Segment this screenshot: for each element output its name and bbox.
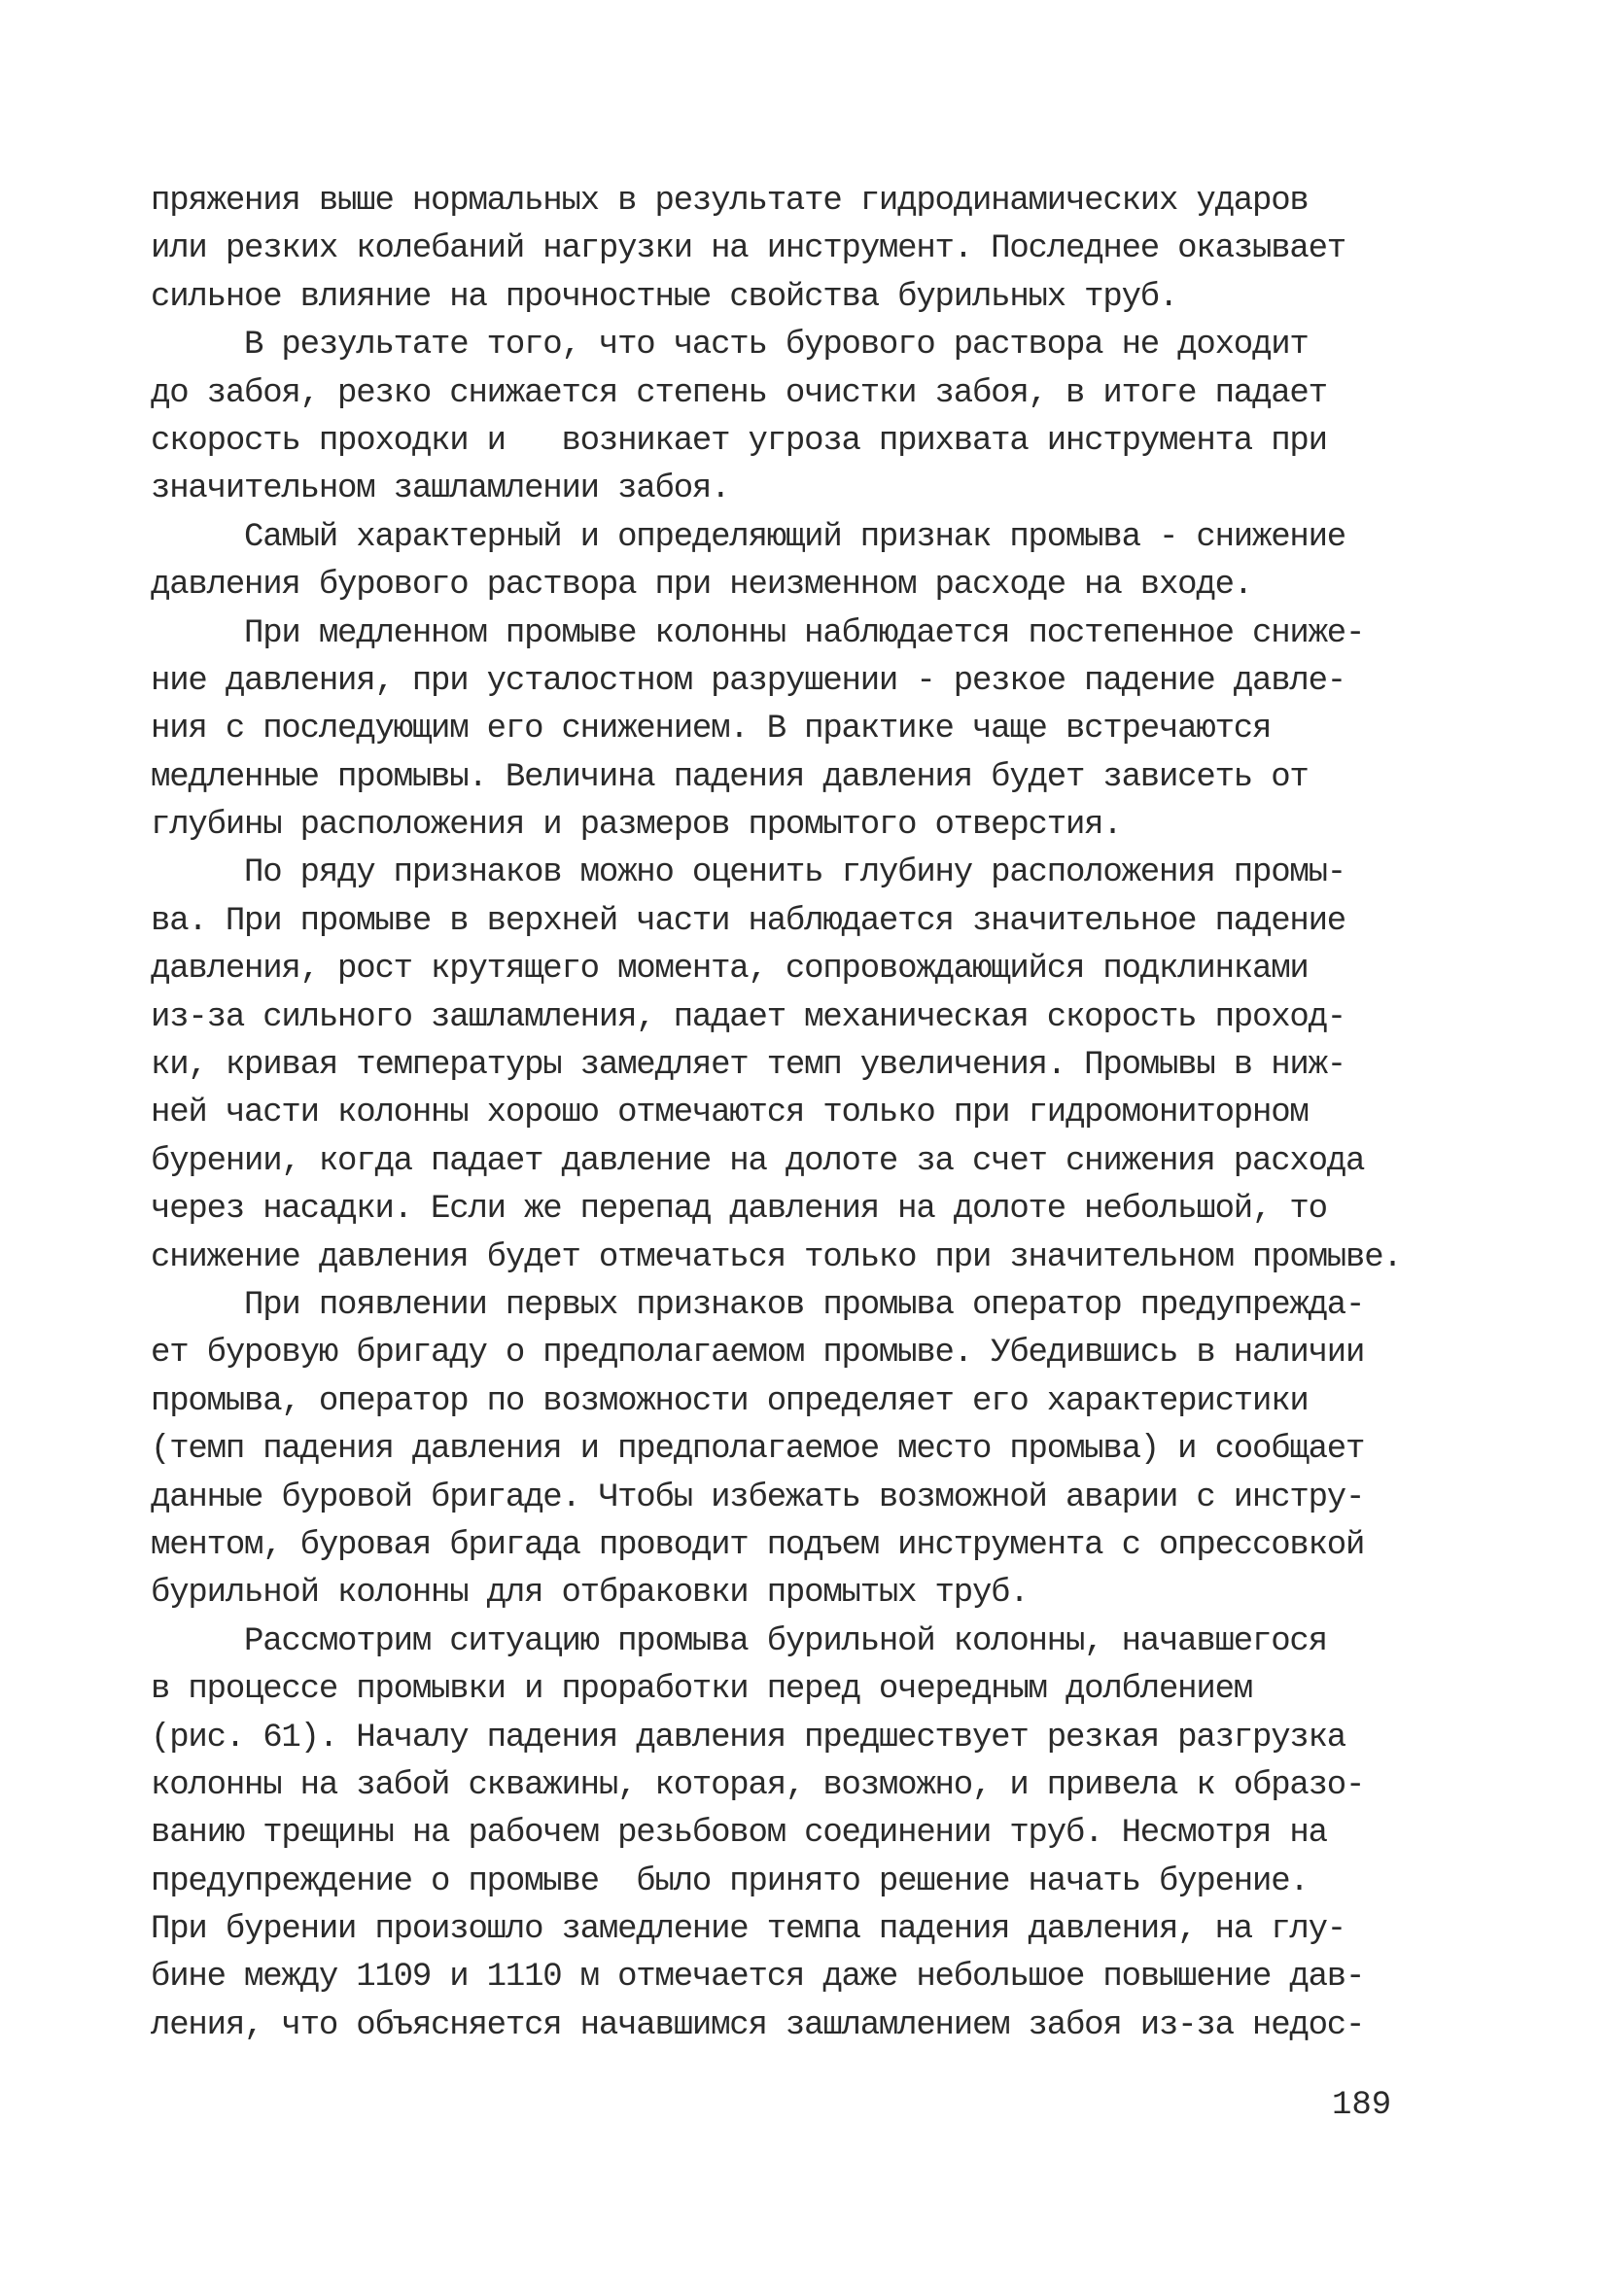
text-line: ления, что объясняется начавшимся зашламлением забоя из-за недос- <box>151 2006 1365 2044</box>
text-line: ет буровую бригаду о предполагаемом промыве. Убедившись в наличии <box>151 1335 1365 1373</box>
text-line: По ряду признаков можно оценить глубину расположения промы- <box>151 854 1346 892</box>
text-line: предупреждение о промыве было принято решение начать бурение. <box>151 1862 1309 1900</box>
text-line: В результате того, что часть бурового раствора не доходит <box>151 327 1309 365</box>
text-line: глубины расположения и размеров промытого отверстия. <box>151 807 1122 845</box>
body-text <box>151 178 1434 2050</box>
text-line: пряжения выше нормальных в результате гидродинамических ударов <box>151 183 1309 220</box>
text-line: (рис. 61). Началу падения давления предшествует резкая разгрузка <box>151 1719 1346 1757</box>
text-line: бурении, когда падает давление на долоте за счет снижения расхода <box>151 1142 1365 1180</box>
text-line: через насадки. Если же перепад давления на долоте небольшой, то <box>151 1191 1327 1229</box>
text-line: ния с последующим его снижением. В практике чаще встречаются <box>151 711 1272 748</box>
text-line: медленные промывы. Величина падения давления будет зависеть от <box>151 758 1309 796</box>
text-line: значительном зашламлении забоя. <box>151 470 730 508</box>
text-line: При появлении первых признаков промыва оператор предупрежда- <box>151 1286 1365 1324</box>
text-line: сильное влияние на прочностные свойства бурильных труб. <box>151 278 1178 316</box>
text-line: При медленном промыве колонны наблюдается постепенное сниже- <box>151 614 1365 652</box>
text-line: промыва, оператор по возможности определяет его характеристики <box>151 1382 1309 1420</box>
text-line: давления, рост крутящего момента, сопровождающийся подклинками <box>151 951 1309 989</box>
text-line: При бурении произошло замедление темпа падения давления, на глу- <box>151 1911 1346 1949</box>
text-line: ва. При промыве в верхней части наблюдается значительное падение <box>151 902 1346 940</box>
text-line: ней части колонны хорошо отмечаются только при гидромониторном <box>151 1095 1309 1132</box>
text-line: Самый характерный и определяющий признак промыва - снижение <box>151 518 1346 556</box>
text-line: Рассмотрим ситуацию промыва бурильной колонны, начавшегося <box>151 1622 1327 1660</box>
text-line: в процессе промывки и проработки перед очередным долблением <box>151 1671 1252 1709</box>
text-line: бурильной колонны для отбраковки промытых труб. <box>151 1575 1029 1613</box>
text-line: из-за сильного зашламления, падает механическая скорость проход- <box>151 998 1346 1036</box>
text-line: бине между 1109 и 1110 м отмечается даже небольшое повышение дав- <box>151 1959 1365 1997</box>
text-line: скорость проходки и возникает угроза прихвата инструмента при <box>151 422 1327 460</box>
text-line: снижение давления будет отмечаться только при значительном промыве. <box>151 1238 1402 1276</box>
text-line: ки, кривая температуры замедляет темп увеличения. Промывы в ниж- <box>151 1047 1346 1085</box>
text-line: ванию трещины на рабочем резьбовом соединении труб. Несмотря на <box>151 1815 1327 1853</box>
text-line: (темп падения давления и предполагаемое место промыва) и сообщает <box>151 1431 1365 1469</box>
text-line: данные буровой бригаде. Чтобы избежать возможной аварии с инстру- <box>151 1478 1365 1516</box>
page-number: 189 <box>1332 2087 1392 2124</box>
text-line: ментом, буровая бригада проводит подъем инструмента с опрессовкой <box>151 1526 1365 1564</box>
text-line: давления бурового раствора при неизменном расходе на входе. <box>151 567 1252 605</box>
text-line: до забоя, резко снижается степень очистки забоя, в итоге падает <box>151 374 1327 412</box>
text-line: колонны на забой скважины, которая, возможно, и привела к образо- <box>151 1766 1365 1804</box>
text-line: ние давления, при усталостном разрушении - резкое падение давле- <box>151 662 1346 700</box>
text-line: или резких колебаний нагрузки на инструмент. Последнее оказывает <box>151 230 1346 268</box>
